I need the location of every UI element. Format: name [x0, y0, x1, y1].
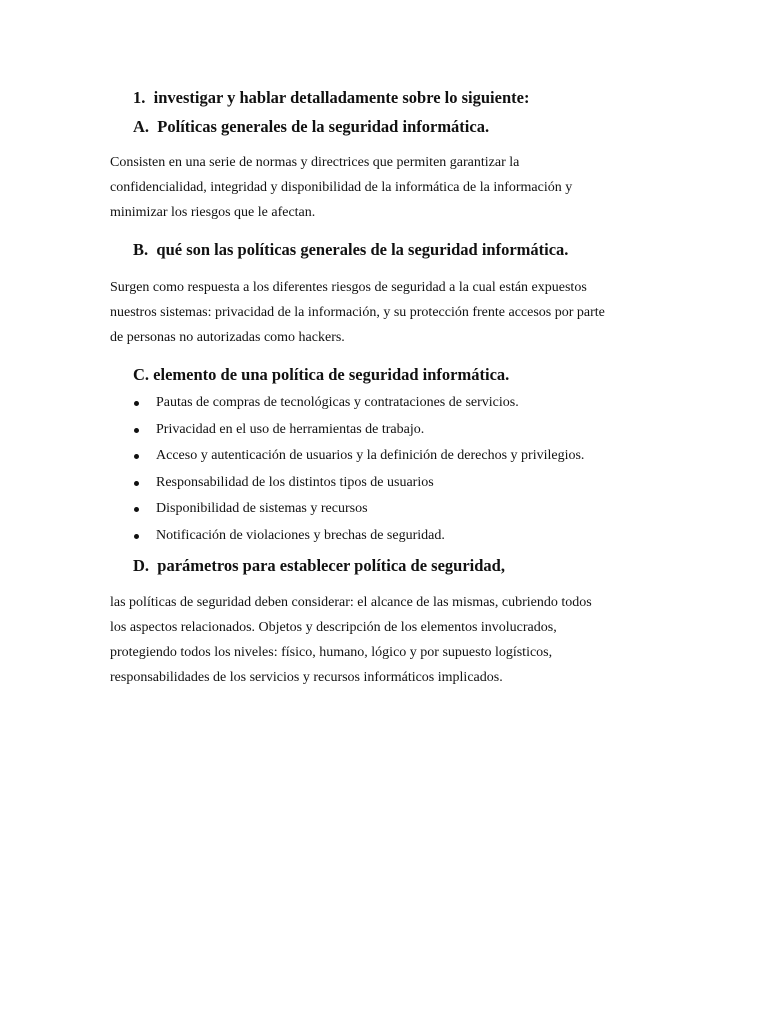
- section-a-heading: [133, 117, 489, 137]
- bullet-icon: [134, 401, 139, 406]
- bullet-icon: [134, 507, 139, 512]
- section-b-letter: B.: [133, 240, 149, 259]
- section-a-letter: A.: [133, 117, 150, 136]
- main-heading: [133, 88, 529, 108]
- section-a-title: Políticas generales de la seguridad informática.: [157, 117, 490, 136]
- paragraph-line: las políticas de seguridad deben considerar: el alcance de las mismas, cubriendo todos: [110, 595, 592, 610]
- section-d-paragraph: [110, 590, 670, 690]
- section-d-title: parámetros para establecer política de seguridad,: [157, 556, 505, 575]
- bullet-icon: [134, 428, 139, 433]
- main-heading-text: investigar y hablar detalladamente sobre lo siguiente:: [153, 88, 530, 107]
- section-b-heading: [133, 240, 568, 260]
- section-b-title: qué son las políticas generales de la seguridad informática.: [156, 240, 569, 259]
- list-item-text: Notificación de violaciones y brechas de seguridad.: [156, 527, 445, 543]
- list-item-text: Acceso y autenticación de usuarios y la definición de derechos y privilegios.: [156, 448, 585, 464]
- section-d-letter: D.: [133, 556, 150, 575]
- paragraph-line: de personas no autorizadas como hackers.: [110, 330, 345, 345]
- list-item-text: Privacidad en el uso de herramientas de trabajo.: [156, 421, 425, 437]
- bullet-icon: [134, 534, 139, 539]
- paragraph-line: Consisten en una serie de normas y directrices que permiten garantizar la: [110, 155, 520, 170]
- paragraph-line: responsabilidades de los servicios y recursos informáticos implicados.: [110, 670, 503, 685]
- section-a-paragraph: [110, 150, 670, 225]
- paragraph-line: confidencialidad, integridad y disponibilidad de la informática de la información y: [110, 180, 573, 195]
- section-b-paragraph: [110, 275, 670, 350]
- bullet-icon: [134, 481, 139, 486]
- list-item-text: Responsabilidad de los distintos tipos de usuarios: [156, 474, 434, 490]
- list-item-text: Disponibilidad de sistemas y recursos: [156, 501, 368, 517]
- section-c-title: elemento de una política de seguridad informática.: [153, 365, 510, 384]
- bullet-icon: [134, 454, 139, 459]
- paragraph-line: nuestros sistemas: privacidad de la información, y su protección frente accesos por parte: [110, 305, 605, 320]
- section-c-heading: [133, 365, 509, 385]
- list-item-text: Pautas de compras de tecnológicas y contrataciones de servicios.: [156, 395, 519, 410]
- paragraph-line: Surgen como respuesta a los diferentes riesgos de seguridad a la cual están expuestos: [110, 280, 587, 295]
- section-c-letter: C.: [133, 365, 150, 384]
- paragraph-line: protegiendo todos los niveles: físico, humano, lógico y por supuesto logísticos,: [110, 645, 553, 660]
- main-heading-number: 1.: [133, 88, 146, 107]
- section-d-heading: [133, 556, 505, 576]
- paragraph-line: minimizar los riesgos que le afectan.: [110, 205, 316, 220]
- paragraph-line: los aspectos relacionados. Objetos y descripción de los elementos involucrados,: [110, 620, 557, 635]
